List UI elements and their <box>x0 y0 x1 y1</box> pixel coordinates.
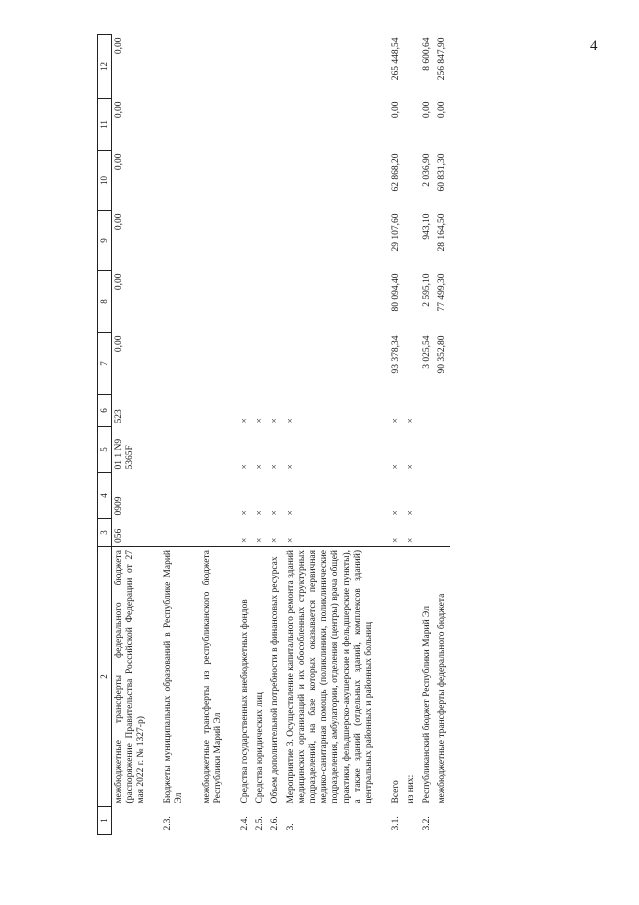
cell-value <box>238 151 253 211</box>
cell-value: 943,10 <box>421 213 432 240</box>
row-description: из них: <box>406 774 417 804</box>
cell-value: 0,00 <box>113 213 124 231</box>
cell-csr: × <box>406 464 417 470</box>
cell-value <box>268 271 283 333</box>
cell-value <box>161 151 187 211</box>
cell-value: 0,00 <box>421 101 432 119</box>
cell-total: 0,00 <box>113 37 124 55</box>
cell-rzpr <box>200 473 226 519</box>
cell-grbs: × <box>253 519 268 547</box>
col-header: 8 <box>98 271 112 333</box>
table-row <box>238 35 253 835</box>
cell-value: 0,00 <box>391 101 402 119</box>
cell-value <box>284 271 378 333</box>
cell-grbs <box>435 519 450 547</box>
cell-csr: × <box>285 464 296 470</box>
cell-value: 2 595,10 <box>421 273 432 307</box>
cell-value <box>200 99 226 151</box>
table-row <box>389 35 404 835</box>
cell-grbs: × <box>238 519 253 547</box>
table-row <box>268 35 283 835</box>
row-number: 3.2. <box>421 816 432 831</box>
row-number <box>111 807 149 835</box>
row-description: Мероприятие 3. Осуществление капитального ремонта зданий медицинских организаций и их обособленных структурных подразделений, на базе которых оказывается первичная медико-санитарная помощь (поликлиники, поликлинические подразделения, амбулатории, отделения (центры) врача общей практики, фельдшерско-акушерские и фельдшерские пункты), а также зданий (отдельных зданий, комплексов зданий) центральных районных и районных больниц <box>285 550 375 804</box>
cell-grbs: × <box>389 519 404 547</box>
cell-value <box>238 211 253 271</box>
row-description: Средства юридических лиц <box>255 692 266 804</box>
cell-csr: × <box>270 464 281 470</box>
cell-value: 29 107,60 <box>391 213 402 252</box>
cell-value <box>404 99 419 151</box>
col-header: 2 <box>98 547 112 807</box>
table-row <box>161 35 187 835</box>
cell-value: 0,00 <box>113 335 124 353</box>
cell-rzpr: 0909 <box>113 496 124 516</box>
cell-vr: × <box>240 418 251 424</box>
table-row <box>404 35 419 835</box>
cell-value <box>161 271 187 333</box>
cell-rzpr: × <box>391 510 402 516</box>
cell-csr: × <box>240 464 251 470</box>
cell-grbs <box>161 519 187 547</box>
cell-value <box>161 333 187 395</box>
cell-value <box>238 333 253 395</box>
cell-rzpr: × <box>255 510 266 516</box>
cell-value <box>253 211 268 271</box>
cell-value <box>238 99 253 151</box>
col-header: 4 <box>98 473 112 519</box>
cell-grbs: × <box>404 519 419 547</box>
cell-value: 0,00 <box>113 273 124 291</box>
cell-value: 28 164,50 <box>436 213 447 252</box>
row-description: Бюджеты муниципальных образований в Республике Марий Эл <box>163 550 185 804</box>
cell-value: 2 036,90 <box>421 153 432 187</box>
cell-grbs: × <box>268 519 283 547</box>
row-number <box>435 807 450 835</box>
table-row <box>253 35 268 835</box>
cell-rzpr <box>435 473 450 519</box>
col-header: 7 <box>98 333 112 395</box>
cell-value <box>268 333 283 395</box>
cell-rzpr <box>161 473 187 519</box>
col-header: 11 <box>98 99 112 151</box>
cell-value <box>404 271 419 333</box>
row-description: Республиканский бюджет Республики Марий Эл <box>421 606 432 804</box>
cell-csr <box>420 427 435 473</box>
row-number: 2.6. <box>270 816 281 831</box>
cell-value <box>200 151 226 211</box>
cell-value <box>268 211 283 271</box>
cell-vr: 523 <box>113 409 124 424</box>
cell-total <box>284 35 378 99</box>
cell-vr <box>420 395 435 427</box>
cell-rzpr: × <box>406 510 417 516</box>
cell-value <box>161 211 187 271</box>
cell-total <box>161 35 187 99</box>
cell-value <box>161 99 187 151</box>
cell-vr: × <box>255 418 266 424</box>
col-header: 5 <box>98 427 112 473</box>
row-number <box>404 807 419 835</box>
cell-value <box>268 99 283 151</box>
cell-value <box>238 271 253 333</box>
row-number: 2.3. <box>163 816 174 831</box>
cell-csr <box>161 427 187 473</box>
cell-value <box>268 151 283 211</box>
cell-csr: × <box>391 464 402 470</box>
cell-value: 60 831,30 <box>436 153 447 192</box>
cell-value: 90 352,80 <box>436 335 447 374</box>
col-header: 3 <box>98 519 112 547</box>
cell-value: 0,00 <box>436 101 447 119</box>
cell-grbs: 056 <box>111 519 149 547</box>
cell-total <box>404 35 419 99</box>
cell-value <box>284 99 378 151</box>
cell-csr <box>200 427 226 473</box>
col-header: 1 <box>98 807 112 835</box>
cell-value: 0,00 <box>113 153 124 171</box>
cell-value <box>404 211 419 271</box>
row-number <box>200 807 226 835</box>
cell-vr: × <box>391 418 402 424</box>
col-header: 6 <box>98 395 112 427</box>
row-description: межбюджетные трансферты федерального бюджета (распоряжение Правительства Российской Федерации от 27 мая 2022 г. № 1327-р) <box>113 550 147 804</box>
cell-value: 80 094,40 <box>391 273 402 312</box>
table-row <box>435 35 450 835</box>
cell-value: 93 378,34 <box>391 335 402 374</box>
cell-csr: 01 1 N9 5365F <box>113 438 135 470</box>
cell-rzpr: × <box>240 510 251 516</box>
table-row <box>200 35 226 835</box>
cell-total <box>200 35 226 99</box>
cell-grbs: × <box>284 519 378 547</box>
cell-value: 77 499,30 <box>436 273 447 312</box>
cell-value <box>404 333 419 395</box>
cell-value <box>253 271 268 333</box>
cell-value <box>284 333 378 395</box>
col-header: 10 <box>98 151 112 211</box>
cell-value <box>200 271 226 333</box>
cell-value <box>253 99 268 151</box>
row-description: межбюджетные трансферты из республиканского бюджета Республики Марий Эл <box>201 550 223 804</box>
cell-value <box>200 211 226 271</box>
row-number: 3.1. <box>391 816 402 831</box>
row-description: Всего <box>391 780 402 804</box>
header-row <box>98 35 112 835</box>
cell-value <box>284 151 378 211</box>
cell-value <box>253 151 268 211</box>
cell-rzpr: × <box>285 510 296 516</box>
table-row <box>111 35 149 835</box>
row-description: Объем дополнительной потребности в финансовых ресурсах <box>270 556 281 804</box>
cell-value: 62 868,20 <box>391 153 402 192</box>
row-number: 2.5. <box>255 816 266 831</box>
row-description: Средства государственных внебюджетных фондов <box>240 599 251 804</box>
cell-vr <box>200 395 226 427</box>
cell-value <box>284 211 378 271</box>
row-number: 3. <box>285 823 296 831</box>
cell-grbs <box>200 519 226 547</box>
cell-value: 3 025,54 <box>421 335 432 369</box>
cell-value: 0,00 <box>113 101 124 119</box>
cell-rzpr <box>420 473 435 519</box>
financing-table <box>97 34 450 835</box>
cell-total <box>253 35 268 99</box>
cell-vr: × <box>406 418 417 424</box>
cell-value <box>253 333 268 395</box>
table-row <box>284 35 378 835</box>
cell-vr: × <box>270 418 281 424</box>
row-description: межбюджетные трансферты федерального бюджета <box>436 593 447 804</box>
cell-csr <box>435 427 450 473</box>
cell-csr: × <box>255 464 266 470</box>
cell-grbs <box>420 519 435 547</box>
cell-value <box>404 151 419 211</box>
col-header: 9 <box>98 211 112 271</box>
cell-total: 265 448,54 <box>391 37 402 81</box>
cell-total: 256 847,90 <box>436 37 447 81</box>
cell-rzpr: × <box>270 510 281 516</box>
cell-vr: × <box>285 418 296 424</box>
cell-vr <box>161 395 187 427</box>
table-row <box>420 35 435 835</box>
cell-total <box>238 35 253 99</box>
cell-vr <box>435 395 450 427</box>
col-header: 12 <box>98 35 112 99</box>
cell-value <box>200 333 226 395</box>
cell-total <box>268 35 283 99</box>
row-number: 2.4. <box>240 816 251 831</box>
page-number: 4 <box>590 38 598 54</box>
cell-total: 8 600,64 <box>421 37 432 71</box>
